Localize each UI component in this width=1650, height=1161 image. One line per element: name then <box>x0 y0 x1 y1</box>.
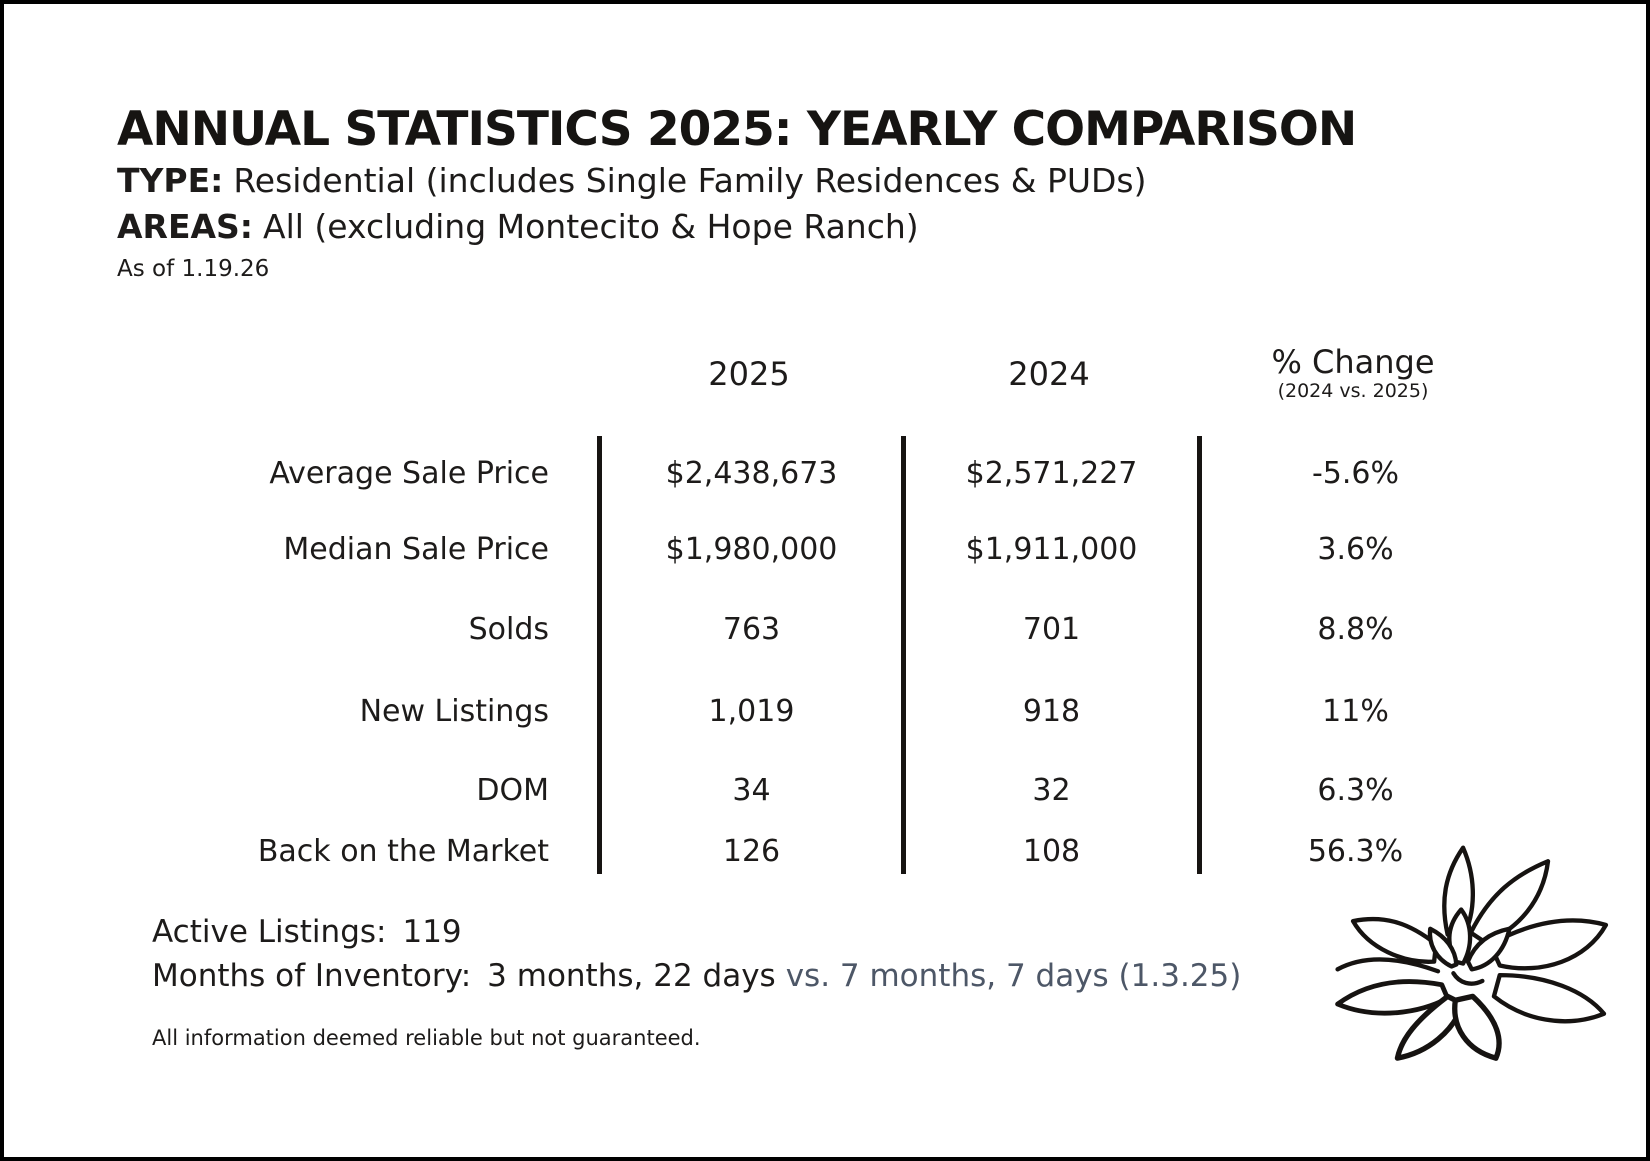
value-2025: $2,438,673 <box>597 436 901 510</box>
summary-block <box>152 910 1252 1052</box>
value-pct-change: 3.6% <box>1197 510 1509 588</box>
value-2025: 1,019 <box>597 670 901 752</box>
inventory-comparison-value: vs. 7 months, 7 days (1.3.25) <box>785 958 1242 994</box>
areas-line <box>117 204 1537 250</box>
type-value: Residential (includes Single Family Residences & PUDs) <box>233 161 1147 200</box>
row-label: Average Sale Price <box>269 455 549 491</box>
row-label: Median Sale Price <box>283 531 549 567</box>
value-2024: 108 <box>901 828 1197 874</box>
pct-change-title: % Change <box>1271 343 1435 381</box>
table-body <box>117 436 1509 874</box>
value-2024: 32 <box>901 752 1197 828</box>
table-row <box>117 510 1509 588</box>
value-2024: 918 <box>901 670 1197 752</box>
value-2024: 701 <box>901 588 1197 670</box>
areas-label: AREAS: <box>117 207 253 246</box>
page-title: ANNUAL STATISTICS 2025: YEARLY COMPARISON <box>117 102 1357 157</box>
table-header-row <box>117 334 1509 414</box>
type-line <box>117 158 1537 204</box>
column-header-2025: 2025 <box>708 355 790 393</box>
value-2025: 126 <box>597 828 901 874</box>
table-row <box>117 752 1509 828</box>
column-header-2024: 2024 <box>1008 355 1090 393</box>
value-pct-change: 56.3% <box>1197 828 1509 874</box>
active-listings-label: Active Listings: <box>152 914 387 950</box>
areas-value: All (excluding Montecito & Hope Ranch) <box>263 207 919 246</box>
active-listings-line <box>152 910 1252 954</box>
row-label: Back on the Market <box>257 833 549 869</box>
as-of-date: As of 1.19.26 <box>117 256 270 282</box>
inventory-label: Months of Inventory: <box>152 958 472 994</box>
value-pct-change: 8.8% <box>1197 588 1509 670</box>
value-2025: 34 <box>597 752 901 828</box>
row-label: DOM <box>476 772 549 808</box>
table-row <box>117 828 1509 874</box>
value-2024: $2,571,227 <box>901 436 1197 510</box>
months-of-inventory-line <box>152 954 1252 998</box>
table-row <box>117 436 1509 510</box>
value-pct-change: 11% <box>1197 670 1509 752</box>
table-row <box>117 670 1509 752</box>
column-header-pct-change <box>1197 345 1509 403</box>
pct-change-note: (2024 vs. 2025) <box>1277 380 1429 402</box>
value-2024: $1,911,000 <box>901 510 1197 588</box>
inventory-current-value: 3 months, 22 days <box>487 958 776 994</box>
row-label: Solds <box>468 611 549 647</box>
row-label: New Listings <box>359 693 549 729</box>
table-row <box>117 588 1509 670</box>
active-listings-value: 119 <box>402 914 462 950</box>
value-pct-change: -5.6% <box>1197 436 1509 510</box>
report-header <box>117 102 1537 286</box>
disclaimer-text: All information deemed reliable but not guaranteed. <box>152 1026 701 1050</box>
comparison-table <box>117 334 1509 874</box>
value-pct-change: 6.3% <box>1197 752 1509 828</box>
value-2025: 763 <box>597 588 901 670</box>
flower-logo-icon <box>1304 840 1626 1062</box>
value-2025: $1,980,000 <box>597 510 901 588</box>
type-label: TYPE: <box>117 161 224 200</box>
